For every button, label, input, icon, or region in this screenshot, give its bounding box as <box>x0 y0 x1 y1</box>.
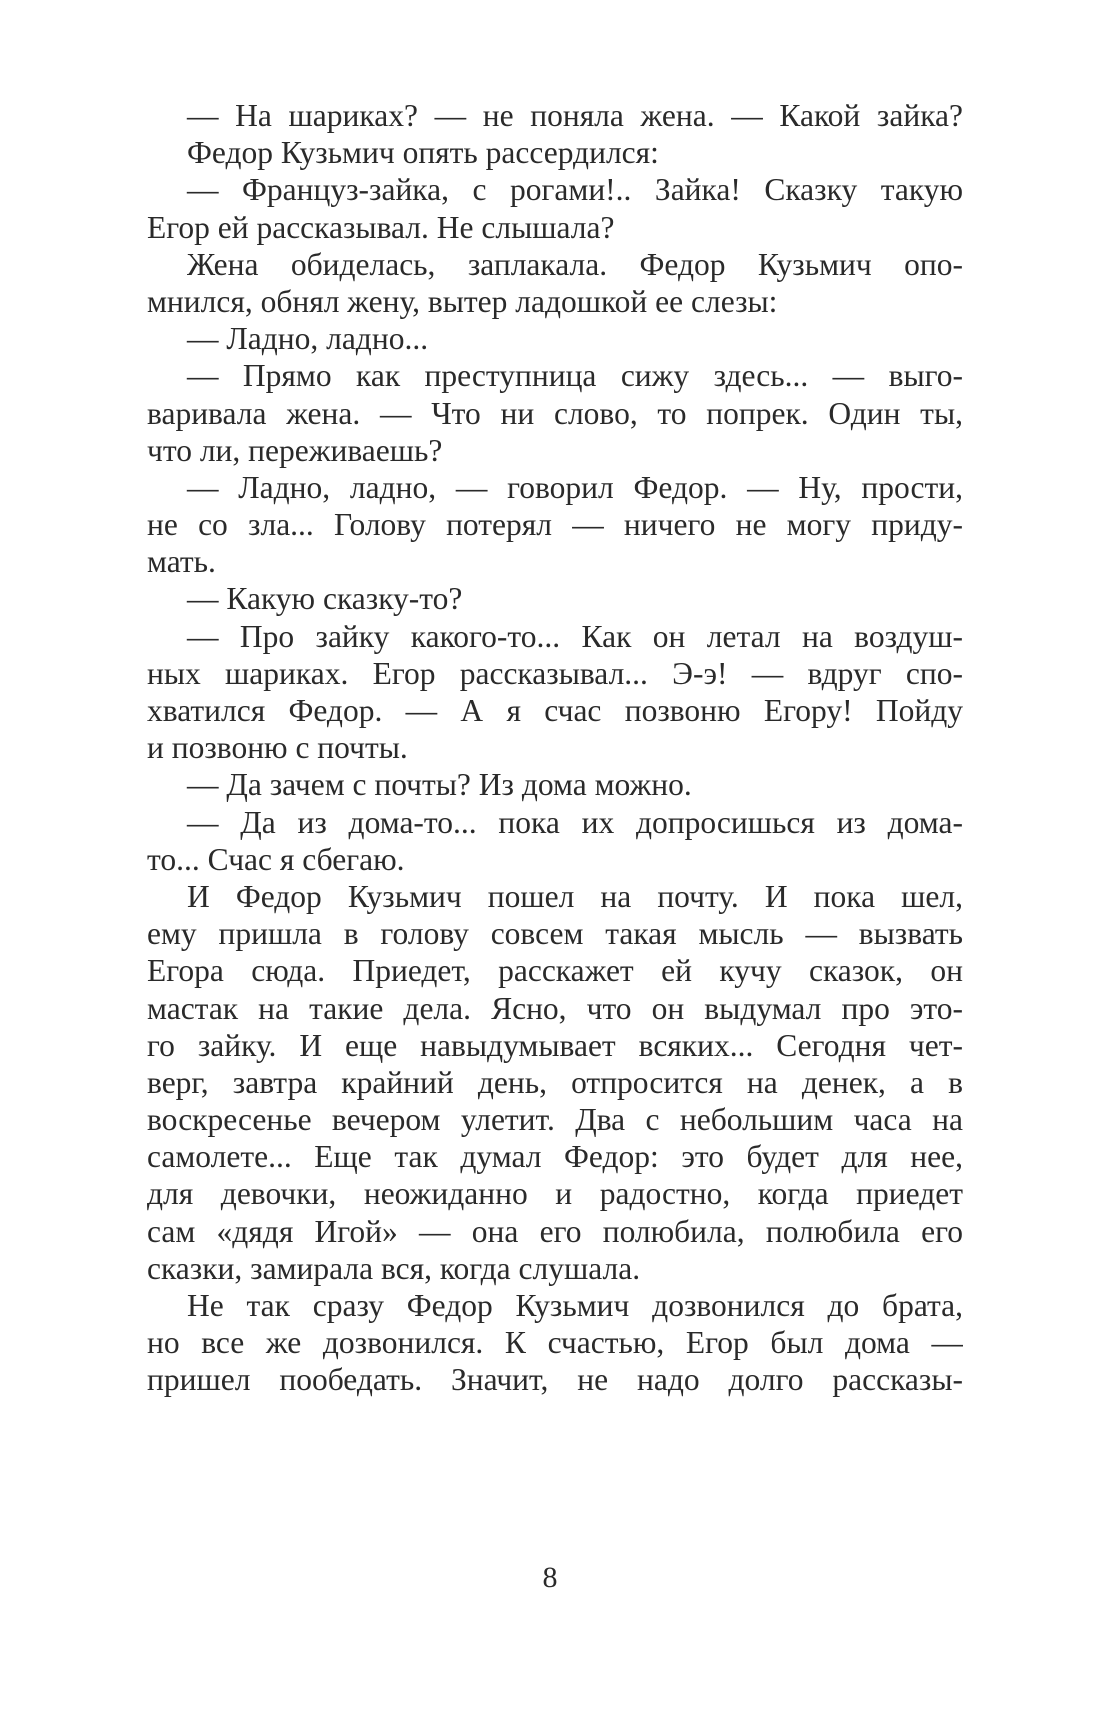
text-line: го зайку. И еще навыдумывает всяких... Сегодня чет- <box>147 1027 963 1063</box>
text-line: сказки, замирала вся, когда слушала. <box>147 1250 641 1286</box>
text-line: — Да из дома-то... пока их допросишься из дома- <box>187 804 963 840</box>
text-line: мастак на такие дела. Ясно, что он выдумал про это- <box>147 990 963 1026</box>
text-line: но все же дозвонился. К счастью, Егор был дома — <box>147 1325 963 1361</box>
text-line: ему пришла в голову совсем такая мысль — вызвать <box>147 916 963 952</box>
text-line: И Федор Кузьмич пошел на почту. И пока шел, <box>187 878 963 914</box>
text-line: Жена обиделась, заплакала. Федор Кузьмич опо- <box>187 246 963 282</box>
text-line: самолете... Еще так думал Федор: это будет для нее, <box>147 1139 963 1175</box>
text-line: хватился Федор. — А я счас позвоню Егору! Пойду <box>147 693 963 728</box>
text-line: — На шариках? — не поняла жена. — Какой зайка? <box>187 98 963 133</box>
text-line: Не так сразу Федор Кузьмич дозвонился до брата, <box>187 1288 963 1323</box>
text-line: — Прямо как преступница сижу здесь... — выго- <box>187 358 963 394</box>
text-line: то... Счас я сбегаю. <box>147 841 405 877</box>
text-line: — Про зайку какого-то... Как он летал на воздуш- <box>187 618 963 654</box>
text-line: и позвоню с почты. <box>147 730 408 766</box>
text-line: для девочки, неожиданно и радостно, когда приедет <box>147 1176 963 1212</box>
text-line: варивала жена. — Что ни слово, то попрек. Один ты, <box>147 395 963 431</box>
text-line: сам «дядя Игой» — она его полюбила, полюбила его <box>147 1213 963 1249</box>
text-line: Егора сюда. Приедет, расскажет ей кучу сказок, он <box>147 953 963 989</box>
text-line: Федор Кузьмич опять рассердился: <box>187 135 659 171</box>
text-line: что ли, переживаешь? <box>147 432 443 468</box>
text-line: Егор ей рассказывал. Не слышала? <box>147 209 615 245</box>
text-line: воскресенье вечером улетит. Два с небольшим часа на <box>147 1102 963 1138</box>
body-text <box>147 97 963 1399</box>
text-line: мнился, обнял жену, вытер ладошкой ее слезы: <box>147 283 778 319</box>
text-line: — Ладно, ладно... <box>187 321 429 357</box>
text-line: ных шариках. Егор рассказывал... Э-э! — вдруг спо- <box>147 655 963 691</box>
text-line: — Да зачем с почты? Из дома можно. <box>187 767 692 803</box>
text-line: — Француз-зайка, с рогами!.. Зайка! Сказку такую <box>187 172 963 208</box>
page-number: 8 <box>542 1561 558 1594</box>
text-line: мать. <box>147 544 216 580</box>
text-line: верг, завтра крайний день, отпросится на денек, а в <box>147 1064 963 1100</box>
text-line: — Ладно, ладно, — говорил Федор. — Ну, прости, <box>187 469 963 505</box>
text-line: — Какую сказку-то? <box>187 581 463 617</box>
text-line: пришел пообедать. Значит, не надо долго рассказы- <box>147 1362 963 1398</box>
text-line: не со зла... Голову потерял — ничего не могу приду- <box>147 507 963 543</box>
